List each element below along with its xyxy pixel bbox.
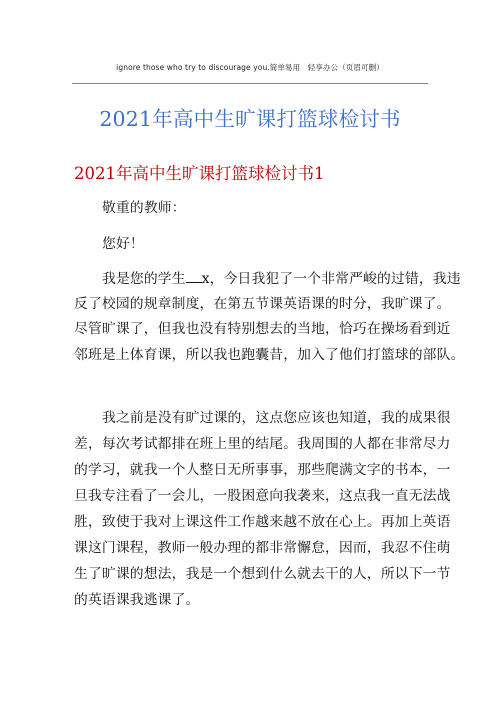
header-divider <box>72 83 428 84</box>
paragraph-2-line-2: 差，每次考试都排在班上里的结尾。我周围的人都在非常尽力 <box>74 436 451 452</box>
paragraph-1-line-1-a: 我是您的学生 <box>102 271 186 287</box>
salutation: 敬重的教师： <box>102 200 186 216</box>
paragraph-2-line-4: 旦我专注看了一会儿，一股困意向我袭来，这点我一直无法战 <box>74 488 451 504</box>
paragraph-1-line-4: 邻班是上体育课，所以我也跑囊昔，加入了他们打篮球的部队。 <box>74 347 465 363</box>
paragraph-2-line-7: 生了旷课的想法，我是一个想到什么就去干的人，所以下一节 <box>74 566 451 582</box>
paragraph-1-line-1 <box>102 270 461 288</box>
blank-underline <box>186 270 194 283</box>
paragraph-2-line-5: 胜，致使于我对上课这件工作越来越不放在心上。再加上英语 <box>74 514 451 530</box>
paragraph-2-line-8: 的英语课我逃课了。 <box>74 592 200 608</box>
paragraph-1-line-1-b: x，今日我犯了一个非常严峻的过错，我违 <box>201 271 461 287</box>
greeting: 您好！ <box>102 236 144 252</box>
document-title: 2021年高中生旷课打篮球检讨书 <box>99 107 401 131</box>
paragraph-2-line-6: 课这门课程，教师一般办理的都非常懈怠，因而，我忍不住萌 <box>74 540 451 556</box>
paragraph-1-line-3: 尽管旷课了，但我也没有特别想去的当地，恰巧在操场看到近 <box>74 321 451 337</box>
blank-underline-2 <box>194 270 202 283</box>
section-heading: 2021年高中生旷课打篮球检讨书1 <box>74 164 325 183</box>
paragraph-2-line-1: 我之前是没有旷过课的，这点您应该也知道，我的成果很 <box>102 410 451 426</box>
page-header: ignore those who try to discourage you.简单易用 轻享办公（页眉可删） <box>116 63 384 72</box>
paragraph-1-line-2: 反了校园的规章制度，在第五节课英语课的时分，我旷课了。 <box>74 296 451 312</box>
paragraph-2-line-3: 的学习，就我一个人整日无所事事，那些爬满文字的书本，一 <box>74 462 451 478</box>
